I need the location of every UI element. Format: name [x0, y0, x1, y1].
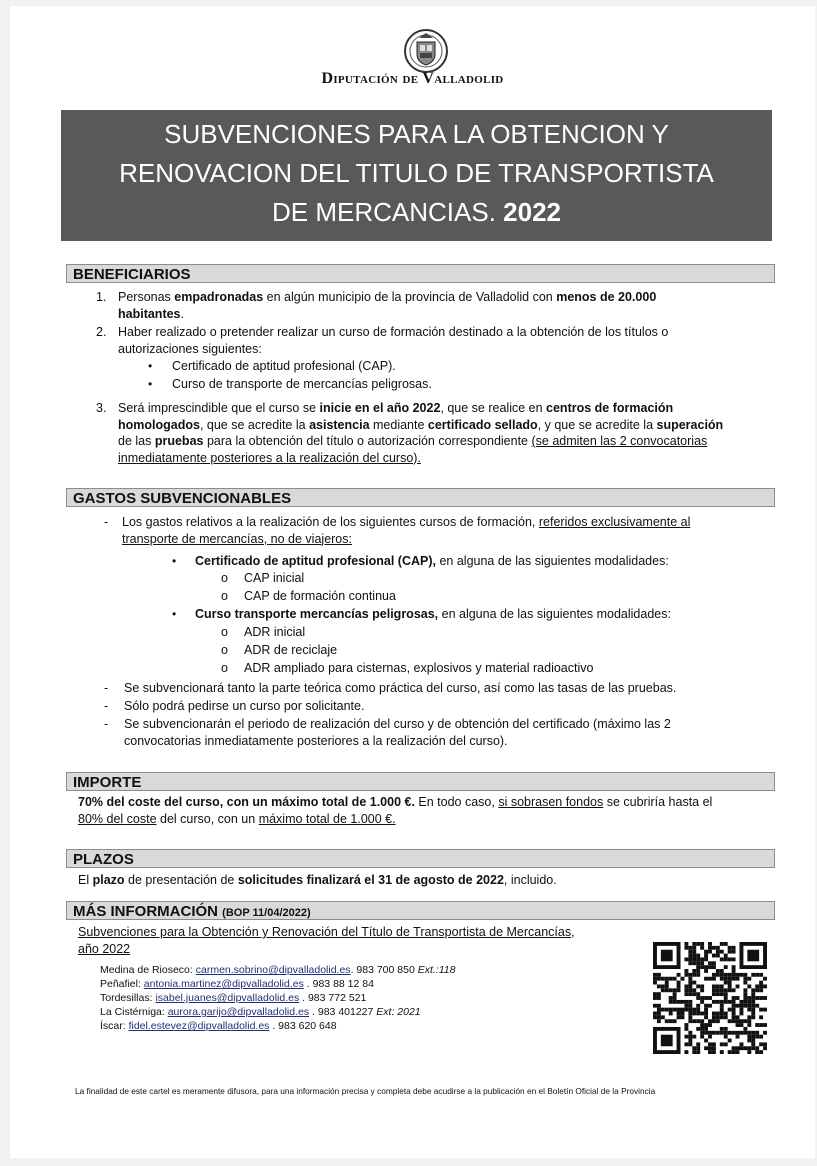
circle-bullet-icon: o [221, 643, 228, 657]
footer-disclaimer: La finalidad de este cartel es meramente difusora, para una información precisa y completa debe acudirse a la publicación en el Boletín Oficial de la Provincia [75, 1086, 656, 1096]
bullet-icon: • [148, 377, 153, 391]
circle-bullet-icon: o [221, 589, 228, 603]
organization-name: Diputación de Valladolid [321, 70, 504, 87]
bullet-icon: • [172, 554, 177, 568]
section-beneficiarios-heading: BENEFICIARIOS [66, 264, 775, 283]
contact-row: Peñafiel: antonia.martinez@dipvalladolid.es . 983 88 12 84 [100, 978, 374, 990]
gastos-dash-2: Se subvencionará tanto la parte teórica como práctica del curso, así como las tasas de las pruebas. [124, 681, 677, 695]
gastos-adr: Curso transporte mercancías peligrosas, en alguna de las siguientes modalidades: [195, 607, 671, 621]
plazos-text: El plazo de presentación de solicitudes finalizará el 31 de agosto de 2022, incluido. [78, 873, 557, 887]
gastos-dash-4: Se subvencionarán el periodo de realización del curso y de obtención del certificado (máximo las 2 convocatorias inmediatamente posteriores a la realización del curso). [124, 717, 671, 748]
dash-icon: - [104, 515, 109, 529]
contact-email[interactable]: isabel.juanes@dipvalladolid.es [155, 992, 300, 1004]
contact-row: Íscar: fidel.estevez@dipvalladolid.es . 983 620 648 [100, 1020, 337, 1032]
gastos-cap-opt-1: CAP inicial [244, 571, 305, 585]
contact-email[interactable]: carmen.sobrino@dipvalladolid.es [195, 964, 351, 976]
dash-icon: - [104, 681, 109, 695]
title-year: 2022 [503, 197, 561, 227]
importe-text: 70% del coste del curso, con un máximo total de 1.000 €. En todo caso, si sobrasen fondos se cubriría hasta el 80% del coste del curso, con un máximo total de 1.000 €. [78, 795, 713, 826]
title-line-1: SUBVENCIONES PARA LA OBTENCION Y [164, 119, 669, 149]
beneficiarios-item-3: Será imprescindible que el curso se inicie en el año 2022, que se realice en centros de formación homologados, que se acredite la asistencia mediante certificado sellado, y que se acredite la superación de las pruebas para la obtención del título o autorización correspondiente (se admiten las 2 convocatorias inmediatamente posteriores a la realización del curso). [118, 401, 724, 465]
contact-email[interactable]: antonia.martinez@dipvalladolid.es [143, 978, 304, 990]
contact-row: Tordesillas: isabel.juanes@dipvalladolid.es . 983 772 521 [100, 992, 367, 1004]
gastos-dash-3: Sólo podrá pedirse un curso por solicitante. [124, 699, 365, 713]
beneficiarios-sub-2: Curso de transporte de mercancías peligrosas. [172, 377, 432, 391]
dash-icon: - [104, 699, 109, 713]
contact-email[interactable]: fidel.estevez@dipvalladolid.es [128, 1020, 270, 1032]
circle-bullet-icon: o [221, 625, 228, 639]
contact-row: Medina de Rioseco: carmen.sobrino@dipvalladolid.es. 983 700 850 Ext.:118 [100, 964, 456, 976]
contact-row: La Cistérniga: aurora.garijo@dipvalladolid.es . 983 401227 Ext: 2021 [100, 1006, 421, 1018]
section-plazos-heading: PLAZOS [66, 849, 775, 868]
section-gastos-heading: GASTOS SUBVENCIONABLES [66, 488, 775, 507]
gastos-dash-1: Los gastos relativos a la realización de los siguientes cursos de formación, referidos exclusivamente al transporte de mercancías, no de viajeros: [122, 515, 691, 546]
circle-bullet-icon: o [221, 571, 228, 585]
info-link[interactable]: Subvenciones para la Obtención y Renovación del Título de Transportista de Mercancías, año 2022 [78, 925, 575, 956]
coat-of-arms-seal-icon [403, 28, 449, 74]
item-number: 1. [96, 290, 107, 304]
title-line-3: DE MERCANCIAS. 2022 [272, 197, 561, 227]
item-number: 3. [96, 401, 107, 415]
gastos-cap: Certificado de aptitud profesional (CAP), en alguna de las siguientes modalidades: [195, 554, 669, 568]
beneficiarios-sub-1: Certificado de aptitud profesional (CAP). [172, 359, 396, 373]
bullet-icon: • [172, 607, 177, 621]
gastos-adr-opt-1: ADR inicial [244, 625, 306, 639]
dash-icon: - [104, 717, 109, 731]
qr-code-icon[interactable] [653, 942, 767, 1054]
bullet-icon: • [148, 359, 153, 373]
contact-list [100, 963, 455, 1033]
beneficiarios-item-1: Personas empadronadas en algún municipio de la provincia de Valladolid con menos de 20.000 habitantes. [118, 290, 657, 321]
title-banner [61, 110, 772, 241]
item-number: 2. [96, 325, 107, 339]
beneficiarios-item-2: Haber realizado o pretender realizar un curso de formación destinado a la obtención de los títulos o autorizaciones siguientes: [118, 325, 669, 356]
info-heading-ref: (BOP 11/04/2022) [222, 907, 311, 919]
section-importe-heading: IMPORTE [66, 772, 775, 791]
contact-email[interactable]: aurora.garijo@dipvalladolid.es [167, 1006, 310, 1018]
title-line-2: RENOVACION DEL TITULO DE TRANSPORTISTA [119, 158, 714, 188]
circle-bullet-icon: o [221, 661, 228, 675]
gastos-adr-opt-3: ADR ampliado para cisternas, explosivos y material radioactivo [244, 661, 594, 675]
section-info-heading: MÁS INFORMACIÓN (BOP 11/04/2022) [66, 901, 775, 920]
gastos-cap-opt-2: CAP de formación continua [244, 589, 396, 603]
document-page [10, 6, 815, 1158]
gastos-adr-opt-2: ADR de reciclaje [244, 643, 338, 657]
